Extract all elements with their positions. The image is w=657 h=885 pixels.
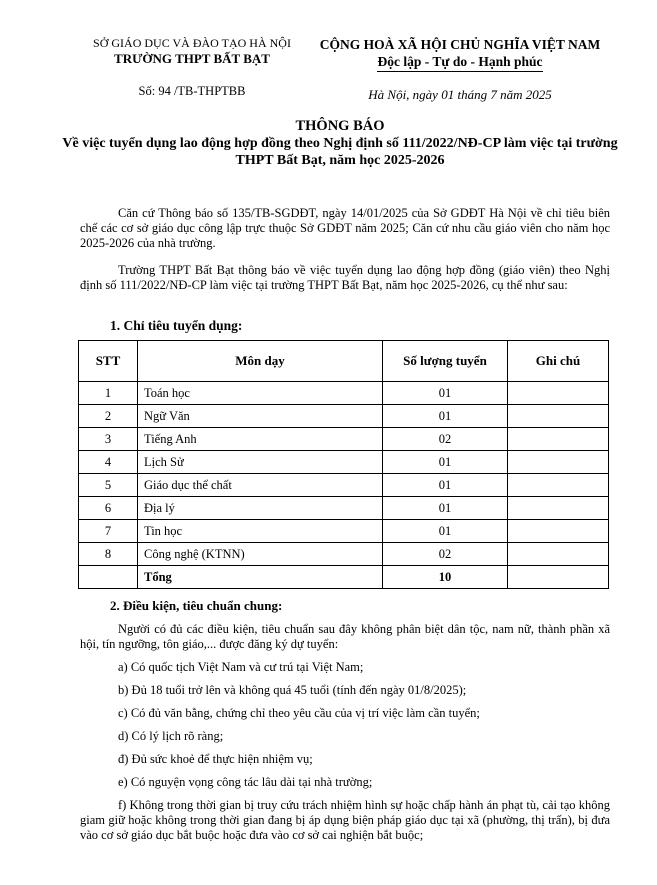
- recruitment-quota-table: [78, 340, 609, 589]
- row-note: [508, 428, 609, 451]
- row-note: [508, 543, 609, 566]
- row-stt: 6: [79, 497, 138, 520]
- row-note: [508, 474, 609, 497]
- row-quantity: 01: [383, 405, 508, 428]
- table-row: [79, 497, 609, 520]
- condition-item: b) Đủ 18 tuổi trở lên và không quá 45 tuổi (tính đến ngày 01/8/2025);: [118, 683, 467, 697]
- row-quantity: 01: [383, 451, 508, 474]
- row-subject: Ngữ Văn: [138, 405, 383, 428]
- table-row: [79, 428, 609, 451]
- document-title: [60, 118, 620, 169]
- total-label: Tổng: [138, 566, 383, 589]
- row-quantity: 01: [383, 520, 508, 543]
- column-header-note: Ghi chú: [508, 341, 609, 382]
- row-note: [508, 451, 609, 474]
- row-subject: Địa lý: [138, 497, 383, 520]
- row-stt: 4: [79, 451, 138, 474]
- table-row: [79, 405, 609, 428]
- intro-paragraph-2: Trường THPT Bất Bạt thông báo về việc tuyển dụng lao động hợp đồng (giáo viên) theo Nghị định số 111/2022/NĐ-CP làm việc tại trường THPT Bất Bạt, năm học 2025-2026, cụ thể như sau:: [80, 263, 610, 292]
- row-quantity: 01: [383, 497, 508, 520]
- conditions-block: [80, 622, 610, 843]
- school-name: TRƯỜNG THPT BẤT BẠT: [114, 51, 270, 66]
- intro-paragraph-1: Căn cứ Thông báo số 135/TB-SGDĐT, ngày 14/01/2025 của Sở GDĐT Hà Nội về chỉ tiêu biên chế các cơ sở giáo dục công lập trực thuộc Sở GDĐT năm 2025; Căn cứ nhu cầu giáo viên cho năm học 2025-2026 của nhà trường.: [80, 206, 610, 250]
- condition-item: đ) Đủ sức khoẻ để thực hiện nhiệm vụ;: [118, 752, 313, 766]
- row-stt: 8: [79, 543, 138, 566]
- condition-item: e) Có nguyện vọng công tác lâu dài tại nhà trường;: [118, 775, 373, 789]
- total-note-empty: [508, 566, 609, 589]
- row-quantity: 01: [383, 474, 508, 497]
- issue-date: Hà Nội, ngày 01 tháng 7 năm 2025: [368, 87, 552, 102]
- table-row: [79, 382, 609, 405]
- row-note: [508, 520, 609, 543]
- column-header-subject: Môn dạy: [138, 341, 383, 382]
- row-subject: Lịch Sử: [138, 451, 383, 474]
- table-header-row: [79, 341, 609, 382]
- column-header-quantity: Số lượng tuyển: [383, 341, 508, 382]
- table-row: [79, 543, 609, 566]
- table-row: [79, 520, 609, 543]
- issuer-block: [72, 36, 312, 99]
- republic-name: CỘNG HOÀ XÃ HỘI CHỦ NGHĨA VIỆT NAM: [319, 37, 601, 52]
- row-stt: 1: [79, 382, 138, 405]
- row-stt: 5: [79, 474, 138, 497]
- document-number: Số: 94 /TB-THPTBB: [138, 84, 246, 98]
- row-quantity: 02: [383, 543, 508, 566]
- table-row: [79, 474, 609, 497]
- row-note: [508, 382, 609, 405]
- condition-item: c) Có đủ văn bằng, chứng chỉ theo yêu cầu của vị trí việc làm cần tuyển;: [118, 706, 480, 720]
- section-2-heading: 2. Điều kiện, tiêu chuẩn chung:: [110, 598, 283, 613]
- row-subject: Tin học: [138, 520, 383, 543]
- row-subject: Tiếng Anh: [138, 428, 383, 451]
- conditions-intro: Người có đủ các điều kiện, tiêu chuẩn sau đây không phân biệt dân tộc, nam nữ, thành phần xã hội, tín ngưỡng, tôn giáo,... được đăng ký dự tuyển:: [80, 622, 610, 651]
- table-row: [79, 451, 609, 474]
- row-subject: Công nghệ (KTNN): [138, 543, 383, 566]
- department-name: SỞ GIÁO DỤC VÀ ĐÀO TẠO HÀ NỘI: [93, 36, 291, 50]
- row-subject: Toán học: [138, 382, 383, 405]
- row-quantity: 01: [383, 382, 508, 405]
- row-stt: 3: [79, 428, 138, 451]
- row-note: [508, 405, 609, 428]
- row-stt: 2: [79, 405, 138, 428]
- title-main: THÔNG BÁO: [295, 118, 385, 134]
- total-value: 10: [383, 566, 508, 589]
- row-stt: 7: [79, 520, 138, 543]
- column-header-stt: STT: [79, 341, 138, 382]
- condition-item: a) Có quốc tịch Việt Nam và cư trú tại Việt Nam;: [118, 660, 364, 674]
- national-header: [304, 36, 616, 103]
- national-motto: Độc lập - Tự do - Hạnh phúc: [377, 53, 542, 72]
- row-quantity: 02: [383, 428, 508, 451]
- table-total-row: [79, 566, 609, 589]
- row-note: [508, 497, 609, 520]
- condition-item: d) Có lý lịch rõ ràng;: [118, 729, 224, 743]
- condition-item: f) Không trong thời gian bị truy cứu trách nhiệm hình sự hoặc chấp hành án phạt tù, cải tạo không giam giữ hoặc không trong thời gian đang bị áp dụng biện pháp giáo dục tại xã (phường, thị trấn), bị đưa vào cơ sở giáo dục bắt buộc hoặc đưa vào cơ sở cai nghiện bắt buộc;: [80, 798, 610, 842]
- total-stt-empty: [79, 566, 138, 589]
- section-1-heading: 1. Chỉ tiêu tuyển dụng:: [110, 318, 243, 333]
- row-subject: Giáo dục thể chất: [138, 474, 383, 497]
- title-subtitle: Về việc tuyển dụng lao động hợp đồng theo Nghị định số 111/2022/NĐ-CP làm việc tại trường THPT Bất Bạt, năm học 2025-2026: [62, 136, 618, 168]
